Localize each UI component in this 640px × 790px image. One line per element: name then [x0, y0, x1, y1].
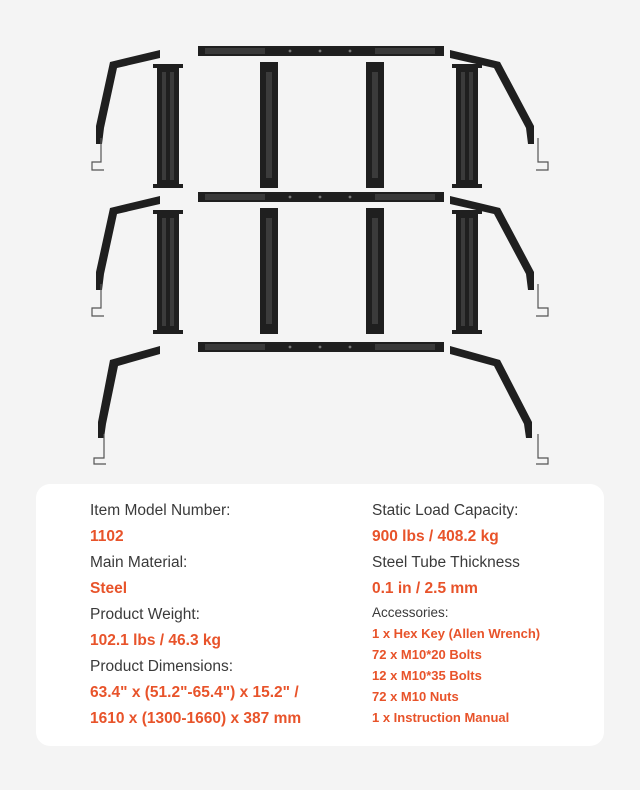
rack-row-2 — [92, 192, 548, 334]
specifications-card — [36, 484, 604, 746]
dimensions-value-inches: 63.4" x (51.2"-65.4") x 15.2" / — [90, 684, 299, 701]
material-value: Steel — [90, 580, 128, 597]
tube-thickness-label: Steel Tube Thickness — [372, 554, 520, 571]
rack-row-3 — [94, 342, 548, 464]
accessory-item: 12 x M10*35 Bolts — [372, 668, 482, 683]
specs-right-column — [372, 498, 602, 728]
tube-thickness-value: 0.1 in / 2.5 mm — [372, 580, 478, 597]
accessory-item: 72 x M10 Nuts — [372, 689, 459, 704]
weight-value: 102.1 lbs / 46.3 kg — [90, 632, 221, 649]
item-model-value: 1102 — [90, 528, 124, 545]
material-label: Main Material: — [90, 554, 188, 571]
specs-left-column — [90, 498, 360, 732]
rack-row-1 — [92, 46, 548, 188]
load-capacity-value: 900 lbs / 408.2 kg — [372, 528, 499, 545]
load-capacity-label: Static Load Capacity: — [372, 502, 519, 519]
dimensions-label: Product Dimensions: — [90, 658, 234, 675]
accessory-item: 72 x M10*20 Bolts — [372, 647, 482, 662]
accessory-item: 1 x Instruction Manual — [372, 710, 510, 725]
accessory-item: 1 x Hex Key (Allen Wrench) — [372, 626, 541, 641]
item-model-label: Item Model Number: — [90, 502, 231, 519]
accessories-label: Accessories: — [372, 605, 449, 620]
weight-label: Product Weight: — [90, 606, 200, 623]
dimensions-value-mm: 1610 x (1300-1660) x 387 mm — [90, 710, 302, 727]
